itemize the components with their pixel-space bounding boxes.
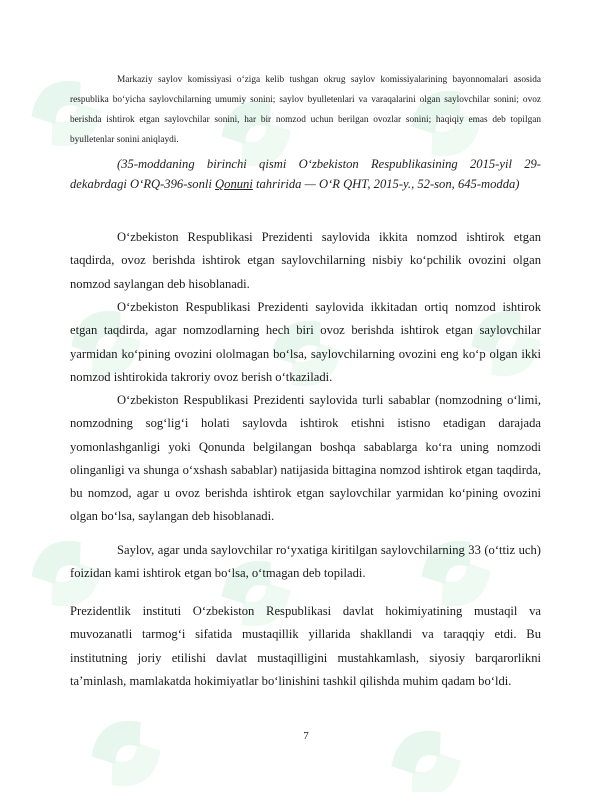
citation-text-before: (35-moddaning birinchi qismi O‘zbekiston Respublikasining 2015-yil 29-dekabrdagi O‘RQ-396-sonli: [70, 157, 541, 191]
citation-law-link[interactable]: Qonuni: [215, 177, 253, 191]
paragraph-presidency-institute: Prezidentlik instituti O‘zbekiston Respublikasi davlat hokimiyatining mustaqil va muvozanatli tarmog‘i sifatida mustaqillik yillarida shakllandi va taraqqiy etdi. Bu institutning joriy etilishi davlat mustaqilligini mustahkamlash, siyosiy barqarorlikni ta’minlash, mamlakatda hokimiyatlar bo‘linishini tashkil qilishda muhim qadam bo‘ldi.: [70, 604, 541, 688]
paragraph-single-candidate: O‘zbekiston Respublikasi Prezidenti saylovida turli sabablar (nomzodning o‘limi, nomzodning sog‘lig‘i holati saylovda ishtirok etishni istisno etadigan darajada yomonlashganligi yoki Qonunda belgilangan boshqa sabablarga ko‘ra uning nomzodi olinganligi va shunga o‘xshash sabablar) natijasida bittagina nomzod ishtirok etgan taqdirda, bu nomzod, agar u ovoz berishda ishtirok etgan saylovchilar yarmidan ko‘pining ovozini olgan bo‘lsa, saylangan deb hisoblanadi.: [70, 393, 541, 524]
paragraph-turnout: Saylov, agar unda saylovchilar ro‘yxatiga kiritilgan saylovchilarning 33 (o‘ttiz uch) foizidan kami ishtirok etgan bo‘lsa, o‘tmagan deb topiladi.: [70, 543, 541, 581]
citation-note: [70, 154, 541, 194]
paragraph-two-candidates: O‘zbekiston Respublikasi Prezidenti saylovida ikkita nomzod ishtirok etgan taqdirda, ovoz berishda ishtirok etgan saylovchilarning nisbiy ko‘pchilik ovozini olgan nomzod saylangan deb hisoblanadi.: [70, 230, 541, 291]
paragraph-commission-counts: Markaziy saylov komissiyasi o‘ziga kelib tushgan okrug saylov komissiyalarining bayonnomalari asosida respublika bo‘yicha saylovchilarning umumiy sonini; saylov byulletenlari va varaqalarini olgan saylovchilar sonini; ovoz berishda ishtirok etgan saylovchilar sonini, har bir nomzod uchun berilgan ovozlar sonini; haqiqiy emas deb topilgan byulletenlar sonini aniqlaydi.: [70, 75, 541, 145]
paragraph-runoff: O‘zbekiston Respublikasi Prezidenti saylovida ikkitadan ortiq nomzod ishtirok etgan taqdirda, agar nomzodlarning hech biri ovoz berishda ishtirok etgan saylovchilar yarmidan ko‘pining ovozini ololmagan bo‘lsa, saylovchilarning ovozini eng ko‘p olgan ikki nomzod ishtirokida takroriy ovoz berish o‘tkaziladi.: [70, 300, 541, 384]
citation-text-after: tahririda — O‘R QHT, 2015-y., 52-son, 645-modda): [252, 177, 520, 191]
page-number: 7: [303, 730, 309, 742]
